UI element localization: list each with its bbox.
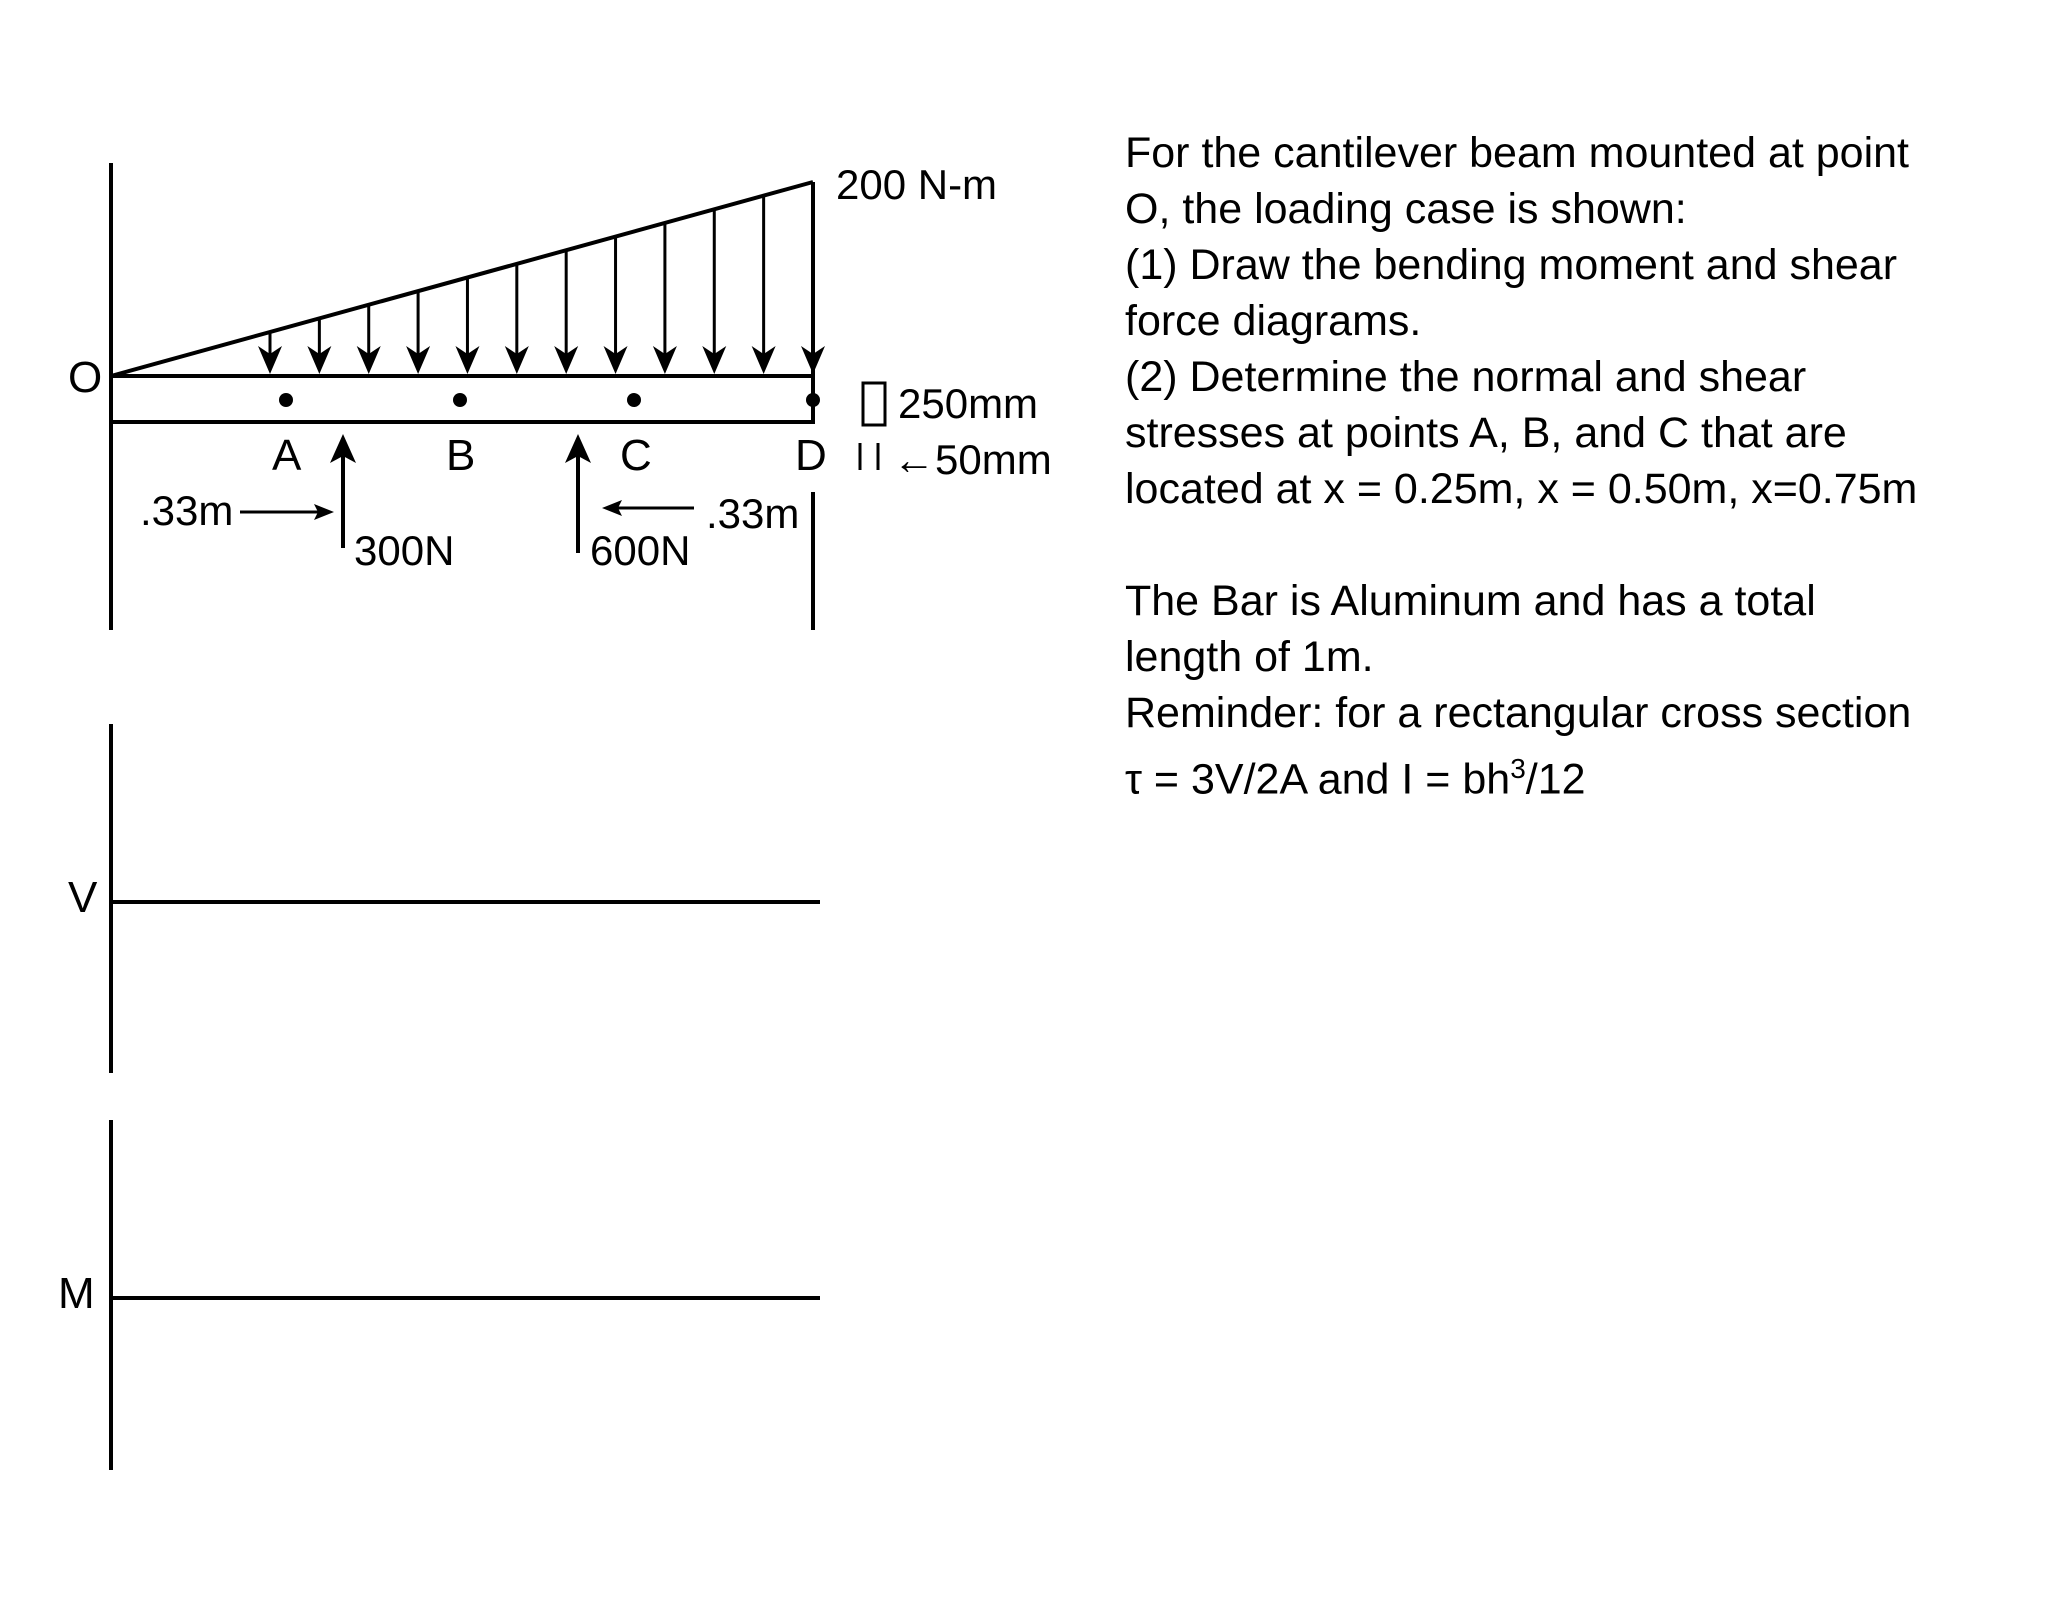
problem-line: For the cantilever beam mounted at point [1125,129,1909,177]
distributed-load-arrows [258,182,825,374]
formula-tail: /12 [1525,755,1586,804]
point-a-dot [279,393,293,407]
point-b-dot [453,393,467,407]
problem-line: located at x = 0.25m, x = 0.50m, x=0.75m [1125,465,1918,513]
formula-line [1125,741,2005,807]
formula-main: τ = 3V/2A and I = bh [1125,755,1511,804]
label-origin: O [68,353,103,402]
problem-line: O, the loading case is shown: [1125,185,1687,233]
label-right-distance: .33m [706,490,800,537]
problem-statement [1125,125,2005,807]
label-shear-axis: V [68,873,98,922]
cross-section-height-icon [863,383,885,425]
label-point-d: D [795,431,827,480]
problem-line: force diagrams. [1125,297,1422,345]
point-c-dot [627,393,641,407]
problem-line: (2) Determine the normal and shear [1125,353,1807,401]
label-point-a: A [272,431,302,480]
load-triangle-top [111,182,813,376]
label-left-distance: .33m [140,487,234,534]
label-point-b: B [446,431,476,480]
problem-line: Reminder: for a rectangular cross section [1125,689,1912,737]
label-point-c: C [620,431,652,480]
problem-line: (1) Draw the bending moment and shear [1125,241,1898,289]
problem-line: length of 1m. [1125,633,1374,681]
formula-exponent: 3 [1510,753,1526,784]
problem-line: stresses at points A, B, and C that are [1125,409,1847,457]
label-force-600n: 600N [590,527,691,574]
problem-line: The Bar is Aluminum and has a total [1125,577,1816,625]
label-width: ←50mm [893,436,1052,483]
label-height: 250mm [898,380,1039,427]
point-d-dot [806,393,820,407]
paragraph-spacer [1125,517,2005,573]
label-moment: 200 N-m [836,161,998,208]
label-moment-axis: M [58,1269,95,1318]
label-force-300n: 300N [354,527,455,574]
